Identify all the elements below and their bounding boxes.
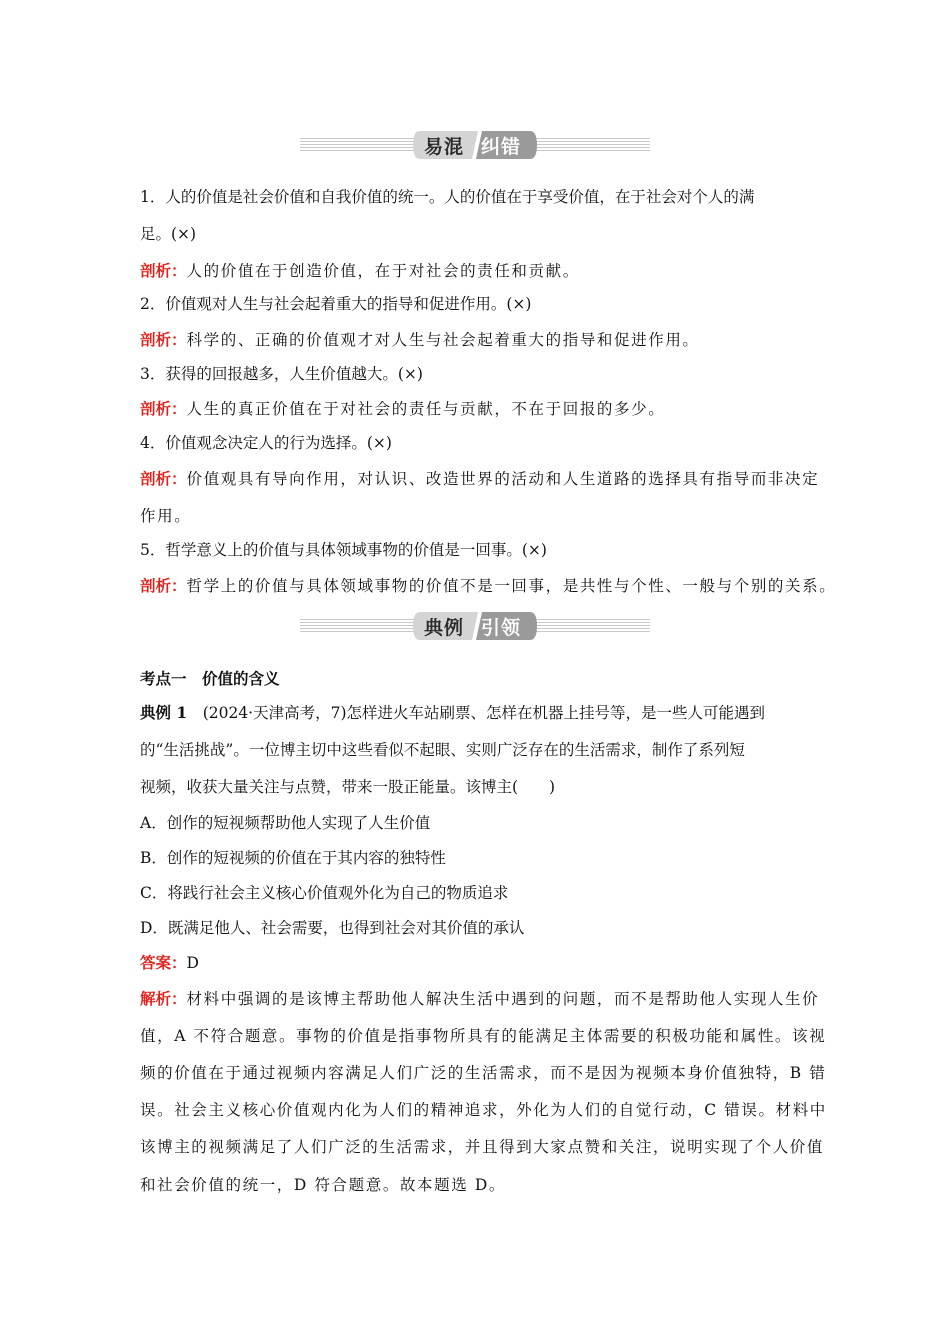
option-d: D．既满足他人、社会需要，也得到社会对其价值的承认: [140, 919, 525, 937]
error-item-1-line1: 1．人的价值是社会价值和自我价值的统一。人的价值在于享受价值，在于社会对个人的满: [140, 188, 755, 206]
example-stem-text: (2024·天津高考，7)怎样进火车站刷票、怎样在机器上挂号等，是一些人可能遇到: [187, 704, 766, 722]
analysis-2: [140, 330, 700, 350]
analysis-4-line1: [140, 469, 819, 489]
section-banner-examples: [300, 609, 650, 643]
analysis-4-line2: 作用。: [140, 507, 192, 525]
explanation-line5: 该博主的视频满足了人们广泛的生活需求，并且得到大家点赞和关注，说明实现了个人价值: [140, 1138, 825, 1156]
error-item-1-line2: 足。(×): [140, 225, 197, 243]
error-item-3: 3．获得的回报越多，人生价值越大。(×): [140, 365, 423, 383]
answer-label: 答案：: [140, 953, 187, 972]
banner-decor-lines-right: [534, 619, 650, 633]
banner-title-part1: 典例: [424, 617, 465, 639]
option-b: B．创作的短视频的价值在于其内容的独特性: [140, 849, 446, 867]
banner-decor-lines-right: [534, 138, 650, 152]
analysis-label: 剖析：: [140, 330, 187, 349]
banner-title-part1: 易混: [424, 136, 465, 158]
analysis-text: 价值观具有导向作用，对认识、改造世界的活动和人生道路的选择具有指导而非决定: [186, 470, 820, 488]
example-stem-line1: [140, 703, 765, 723]
explanation-line4: 误。社会主义核心价值观内化为人们的精神追求，外化为人们的自觉行动，C 错误。材料中: [140, 1101, 827, 1119]
example-stem-line2: 的“生活挑战”。一位博主切中这些看似不起眼、实则广泛存在的生活需求，制作了系列短: [140, 741, 745, 759]
analysis-text: 科学的、正确的价值观才对人生与社会起着重大的指导和促进作用。: [186, 331, 700, 349]
error-item-4: 4．价值观念决定人的行为选择。(×): [140, 434, 392, 452]
error-item-2: 2．价值观对人生与社会起着重大的指导和促进作用。(×): [140, 295, 532, 313]
section-banner-errors: [300, 128, 650, 162]
error-item-5: 5．哲学意义上的价值与具体领域事物的价值是一回事。(×): [140, 541, 547, 559]
kaodian-heading: 考点一 价值的含义: [140, 669, 280, 688]
answer-value: D: [186, 954, 199, 972]
analysis-label: 剖析：: [140, 399, 187, 418]
analysis-3: [140, 399, 665, 419]
explanation-line3: 频的价值在于通过视频内容满足人们广泛的生活需求，而不是因为视频本身价值独特，B 错: [140, 1064, 827, 1082]
answer-line: [140, 953, 199, 973]
analysis-text: 哲学上的价值与具体领域事物的价值不是一回事，是共性与个性、一般与个别的关系。: [186, 577, 837, 595]
option-a: A．创作的短视频帮助他人实现了人生价值: [140, 814, 431, 832]
explanation-text: 材料中强调的是该博主帮助他人解决生活中遇到的问题，而不是帮助他人实现人生价: [186, 990, 820, 1008]
analysis-text: 人生的真正价值在于对社会的责任与贡献，不在于回报的多少。: [186, 400, 666, 418]
banner-title-part2: 引领: [481, 617, 522, 639]
banner-decor-lines-left: [300, 138, 416, 152]
analysis-text: 人的价值在于创造价值，在于对社会的责任和贡献。: [186, 262, 580, 280]
explanation-line2: 值，A 不符合题意。事物的价值是指事物所具有的能满足主体需要的积极功能和属性。该视: [140, 1027, 827, 1045]
analysis-label: 剖析：: [140, 576, 187, 595]
analysis-5: [140, 576, 836, 596]
option-c: C．将践行社会主义核心价值观外化为自己的物质追求: [140, 884, 509, 902]
banner-decor-lines-left: [300, 619, 416, 633]
analysis-label: 剖析：: [140, 261, 187, 280]
example-stem-line3: 视频，收获大量关注与点赞，带来一股正能量。该博主( ): [140, 778, 556, 796]
analysis-1: [140, 261, 580, 281]
analysis-label: 剖析：: [140, 469, 187, 488]
example-label: 典例 1: [140, 703, 188, 722]
explanation-label: 解析：: [140, 989, 187, 1008]
banner-title-part2: 纠错: [481, 136, 522, 158]
explanation-line6: 和社会价值的统一，D 符合题意。故本题选 D。: [140, 1176, 507, 1194]
explanation-line1: [140, 989, 819, 1009]
